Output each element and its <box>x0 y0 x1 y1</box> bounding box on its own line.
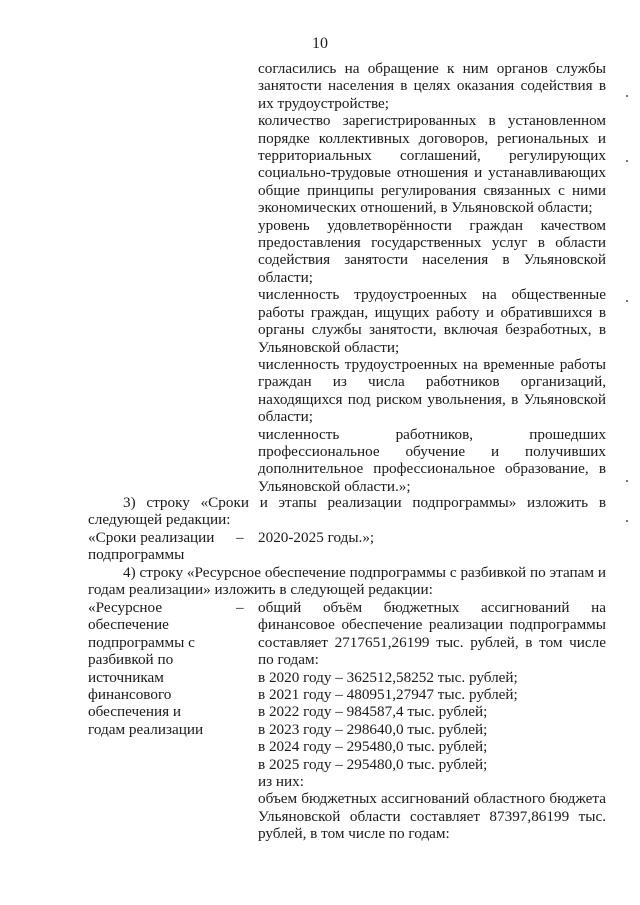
indicator-item: количество зарегистрированных в установленном порядке коллективных договоров, региональных и территориальных соглашений, регулирующих социально-трудовые отношения и устанавливающих общие принципы регулирования связанных с ними экономических отношений, в Ульяновской области; <box>258 112 606 217</box>
item4-total: общий объём бюджетных ассигнований на финансовое обеспечение реализации подпрограммы составляет 2717651,26199 тыс. рублей, в том числе по годам: <box>258 599 606 669</box>
item3-value: 2020-2025 годы.»; <box>258 529 375 546</box>
year-allocation: в 2023 году – 298640,0 тыс. рублей; <box>258 720 488 738</box>
scan-mark <box>626 160 628 162</box>
scan-mark <box>626 520 628 522</box>
year-allocation: в 2020 году – 362512,58252 тыс. рублей; <box>258 668 518 686</box>
item4-intro: 4) строку «Ресурсное обеспечение подпрограммы с разбивкой по этапам и годам реализации» изложить в следующей редакции: <box>88 564 606 599</box>
of-which-label: из них: <box>258 773 304 791</box>
page-number: 10 <box>312 35 328 52</box>
item4-intro-block <box>88 564 606 599</box>
indicator-item: численность работников, прошедших профессиональное обучение и получивших дополнительное профессиональное образование, в Ульяновской области.»; <box>258 425 606 495</box>
scan-mark <box>626 300 628 302</box>
item4-value <box>258 599 606 843</box>
indicator-item: согласились на обращение к ним органов службы занятости населения в целях оказания содействия в их трудоустройстве; <box>258 60 606 112</box>
year-allocation: в 2024 году – 295480,0 тыс. рублей; <box>258 738 488 756</box>
item3-intro-block <box>88 494 606 529</box>
indicator-item: уровень удовлетворённости граждан качеством предоставления государственных услуг в области содействия занятости населения в Ульяновской области; <box>258 216 606 286</box>
year-allocation: в 2022 году – 984587,4 тыс. рублей; <box>258 703 488 721</box>
item4-dash: – <box>236 599 244 616</box>
year-allocation: в 2021 году – 480951,27947 тыс. рублей; <box>258 686 518 704</box>
item4-label: «Ресурсное обеспечение подпрограммы с разбивкой по источникам финансового обеспечения и годам реализации <box>88 599 204 738</box>
item3-intro: 3) строку «Сроки и этапы реализации подпрограммы» изложить в следующей редакции: <box>88 494 606 529</box>
indicators-list <box>258 60 606 495</box>
indicator-item: численность трудоустроенных на общественные работы граждан, ищущих работу и обратившихся в органы службы занятости, включая безработных, в Ульяновской области; <box>258 286 606 356</box>
item3-label: «Сроки реализации подпрограммы <box>88 529 215 564</box>
year-allocation: в 2025 году – 295480,0 тыс. рублей; <box>258 755 488 773</box>
regional-budget: объем бюджетных ассигнований областного бюджета Ульяновской области составляет 87397,86199 тыс. рублей, в том числе по годам: <box>258 790 606 843</box>
scan-mark <box>626 480 628 482</box>
scan-mark <box>626 95 628 97</box>
item3-dash: – <box>236 529 244 546</box>
indicator-item: численность трудоустроенных на временные работы граждан из числа работников организаций, находящихся под риском увольнения, в Ульяновской области; <box>258 355 606 426</box>
